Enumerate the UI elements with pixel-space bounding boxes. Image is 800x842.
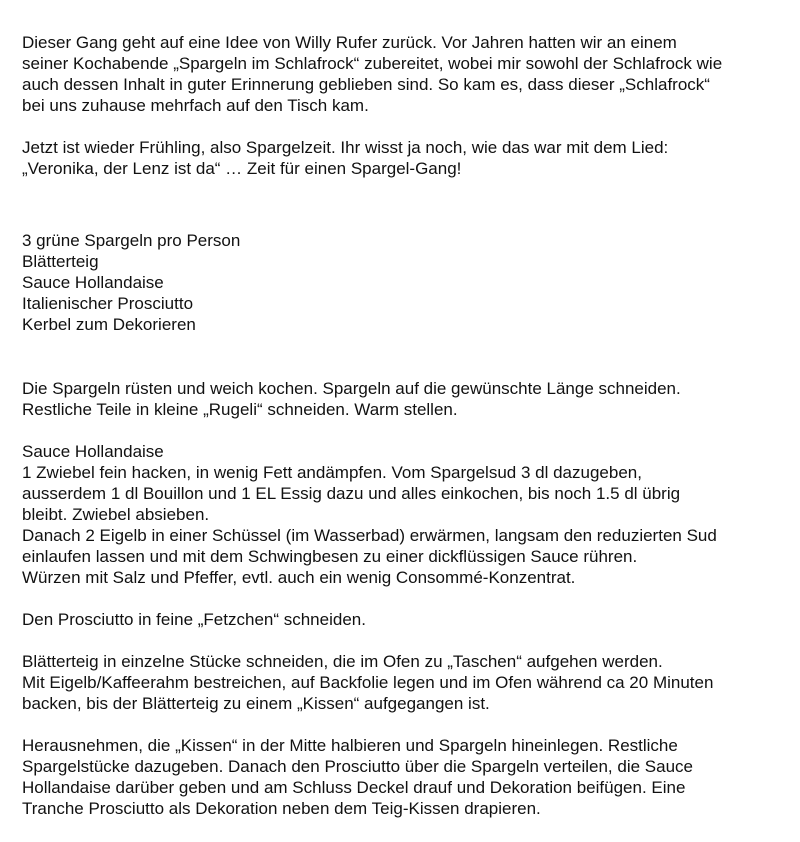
text-line: Den Prosciutto in feine „Fetzchen“ schneiden. — [22, 610, 366, 629]
text-line: Die Spargeln rüsten und weich kochen. Spargeln auf die gewünschte Länge schneiden. — [22, 379, 681, 398]
text-line: bei uns zuhause mehrfach auf den Tisch kam. — [22, 96, 369, 115]
text-line: Herausnehmen, die „Kissen“ in der Mitte halbieren und Spargeln hineinlegen. Restliche — [22, 736, 678, 755]
text-line: 1 Zwiebel fein hacken, in wenig Fett andämpfen. Vom Spargelsud 3 dl dazugeben, — [22, 463, 642, 482]
text-line: seiner Kochabende „Spargeln im Schlafrock“ zubereitet, wobei mir sowohl der Schlafrock wie — [22, 54, 723, 73]
spacer — [22, 420, 792, 441]
spacer — [22, 630, 792, 651]
ingredient-item: Kerbel zum Dekorieren — [22, 315, 196, 334]
sauce-step — [22, 441, 792, 588]
text-line: Jetzt ist wieder Frühling, also Spargelzeit. Ihr wisst ja noch, wie das war mit dem Lied: — [22, 138, 669, 157]
ingredient-item: 3 grüne Spargeln pro Person — [22, 231, 241, 250]
prosciutto-step — [22, 609, 792, 630]
ingredients-list — [22, 230, 792, 335]
text-line: ausserdem 1 dl Bouillon und 1 EL Essig dazu und alles einkochen, bis noch 1.5 dl übrig — [22, 484, 681, 503]
ingredient-item: Sauce Hollandaise — [22, 273, 164, 292]
text-line: Tranche Prosciutto als Dekoration neben dem Teig-Kissen drapieren. — [22, 799, 541, 818]
ingredient-item: Blätterteig — [22, 252, 99, 271]
text-line: Würzen mit Salz und Pfeffer, evtl. auch ein wenig Consommé-Konzentrat. — [22, 568, 576, 587]
spacer — [22, 714, 792, 735]
text-line: einlaufen lassen und mit dem Schwingbesen zu einer dickflüssigen Sauce rühren. — [22, 547, 638, 566]
spring-paragraph — [22, 137, 792, 179]
text-line: „Veronika, der Lenz ist da“ … Zeit für einen Spargel-Gang! — [22, 159, 462, 178]
spacer — [22, 179, 792, 219]
asparagus-step — [22, 378, 792, 420]
text-line: Mit Eigelb/Kaffeerahm bestreichen, auf Backfolie legen und im Ofen während ca 20 Minuten — [22, 673, 714, 692]
assembly-step — [22, 735, 792, 819]
text-line: Dieser Gang geht auf eine Idee von Willy Rufer zurück. Vor Jahren hatten wir an einem — [22, 33, 677, 52]
spacer — [22, 335, 792, 378]
spacer — [22, 588, 792, 609]
text-line: Blätterteig in einzelne Stücke schneiden, die im Ofen zu „Taschen“ aufgehen werden. — [22, 652, 663, 671]
sauce-heading: Sauce Hollandaise — [22, 442, 164, 461]
spacer — [22, 116, 792, 137]
pastry-step — [22, 651, 792, 714]
recipe-document — [22, 32, 792, 819]
text-line: Hollandaise darüber geben und am Schluss Deckel drauf und Dekoration beifügen. Eine — [22, 778, 686, 797]
ingredient-item: Italienischer Prosciutto — [22, 294, 194, 313]
text-line: Spargelstücke dazugeben. Danach den Prosciutto über die Spargeln verteilen, die Sauce — [22, 757, 693, 776]
intro-paragraph — [22, 32, 792, 116]
text-line: Restliche Teile in kleine „Rugeli“ schneiden. Warm stellen. — [22, 400, 458, 419]
text-line: backen, bis der Blätterteig zu einem „Kissen“ aufgegangen ist. — [22, 694, 490, 713]
text-line: auch dessen Inhalt in guter Erinnerung geblieben sind. So kam es, dass dieser „Schlafrock“ — [22, 75, 710, 94]
text-line: bleibt. Zwiebel absieben. — [22, 505, 210, 524]
text-line: Danach 2 Eigelb in einer Schüssel (im Wasserbad) erwärmen, langsam den reduzierten Sud — [22, 526, 717, 545]
